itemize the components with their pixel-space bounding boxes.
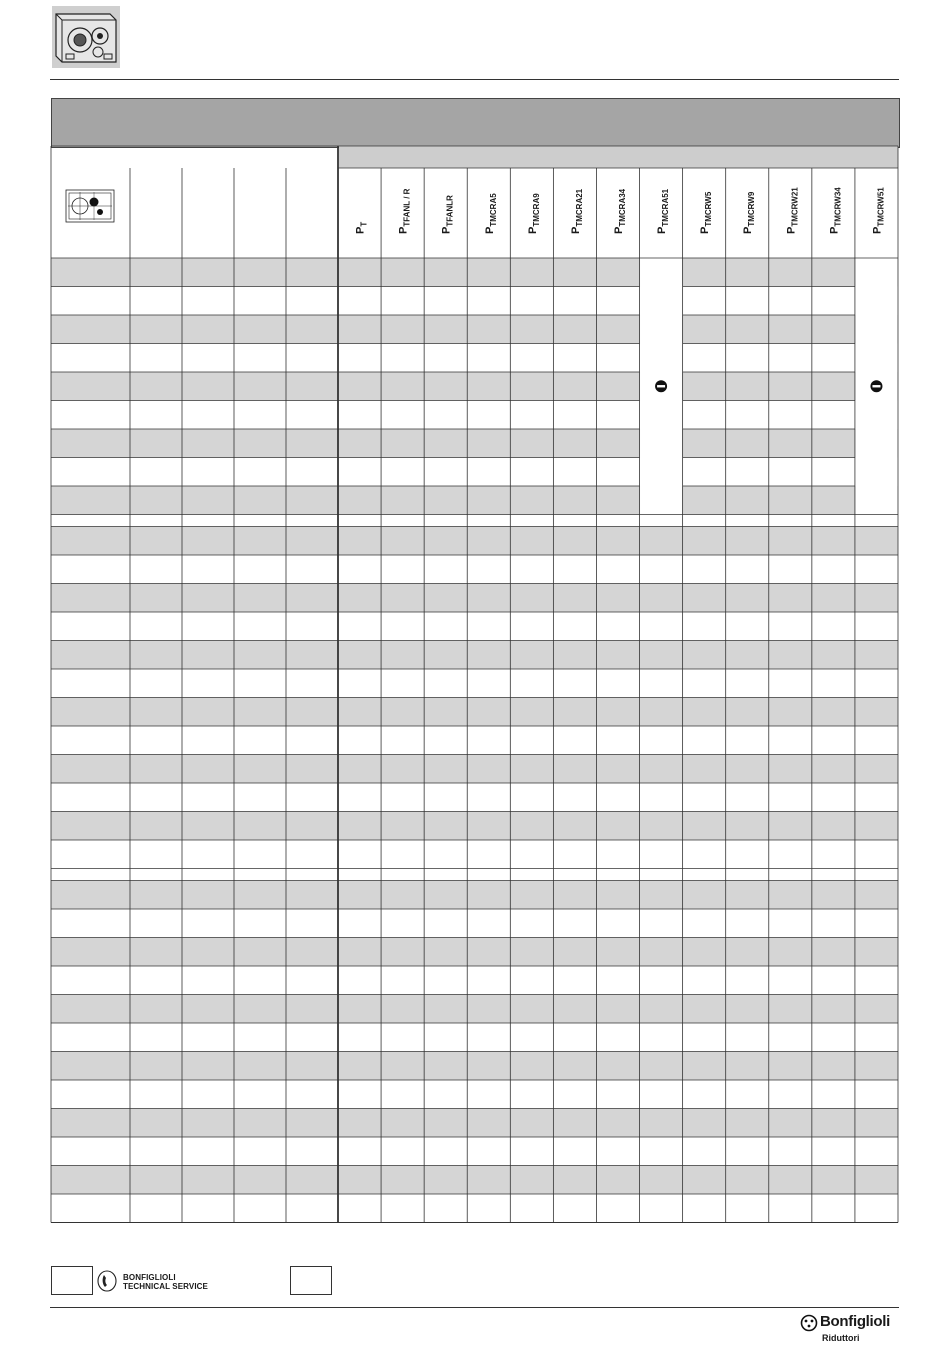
column-header-tmcra34: $P_{TMCRA34}$ bbox=[613, 188, 627, 234]
column-header-tmcra5: $P_{TMCRA5}$ bbox=[483, 193, 498, 234]
header-band bbox=[339, 146, 898, 168]
column-header-tmcrw51: $P_{TMCRW51}$ bbox=[871, 187, 886, 234]
column-header-tfanlr: $P_{TFANLR}$ bbox=[440, 195, 455, 234]
table-row bbox=[51, 641, 898, 670]
column-header-tmcra21: $P_{TMCRA21}$ bbox=[569, 188, 584, 234]
column-header-tmcra9: $P_{TMCRA9}$ bbox=[526, 193, 541, 234]
table-row bbox=[51, 486, 898, 515]
brand-subtitle: Riduttori bbox=[822, 1333, 860, 1343]
footer-page-box-right bbox=[290, 1266, 332, 1295]
table-row bbox=[51, 429, 898, 458]
footer-page-box-left bbox=[51, 1266, 93, 1295]
column-header-tmcrw9: $P_{TMCRW9}$ bbox=[742, 191, 757, 234]
column-header-tmcrw5: $P_{TMCRW5}$ bbox=[699, 191, 714, 234]
table-row bbox=[51, 755, 898, 784]
table-row bbox=[51, 881, 898, 910]
table-row bbox=[51, 812, 898, 841]
table-row bbox=[51, 698, 898, 727]
table-row bbox=[51, 938, 898, 967]
table-row bbox=[51, 995, 898, 1024]
table-row bbox=[51, 372, 898, 401]
service-line-1: BONFIGLIOLI bbox=[123, 1273, 176, 1282]
table-row bbox=[51, 315, 898, 344]
table-row bbox=[51, 1109, 898, 1138]
column-header-t: $P_T$ bbox=[354, 221, 369, 234]
table-row bbox=[51, 1052, 898, 1081]
column-header-tmcrw34: $P_{TMCRW34}$ bbox=[828, 187, 843, 234]
footer-rule bbox=[50, 1307, 899, 1308]
table-row bbox=[51, 527, 898, 556]
column-header-tmcra51: $P_{TMCRA51}$ bbox=[656, 188, 671, 234]
group-separator bbox=[51, 869, 898, 881]
gearbox-schematic-icon bbox=[66, 190, 114, 222]
column-header-tmcrw21: $P_{TMCRW21}$ bbox=[785, 187, 800, 234]
group-separator bbox=[51, 515, 898, 527]
table-row bbox=[51, 584, 898, 613]
table-row bbox=[51, 258, 898, 287]
bonfiglioli-logo-icon bbox=[800, 1314, 818, 1332]
table-row bbox=[51, 1166, 898, 1195]
service-line-2: TECHNICAL SERVICE bbox=[123, 1282, 208, 1291]
phone-icon bbox=[97, 1270, 117, 1292]
column-header-tfanl-r: $P_{TFANL / R}$ bbox=[397, 188, 412, 234]
brand-name: Bonfiglioli bbox=[820, 1313, 891, 1330]
brand-logo bbox=[800, 1312, 900, 1348]
no-entry-bar bbox=[657, 385, 665, 387]
no-entry-bar bbox=[872, 385, 880, 387]
